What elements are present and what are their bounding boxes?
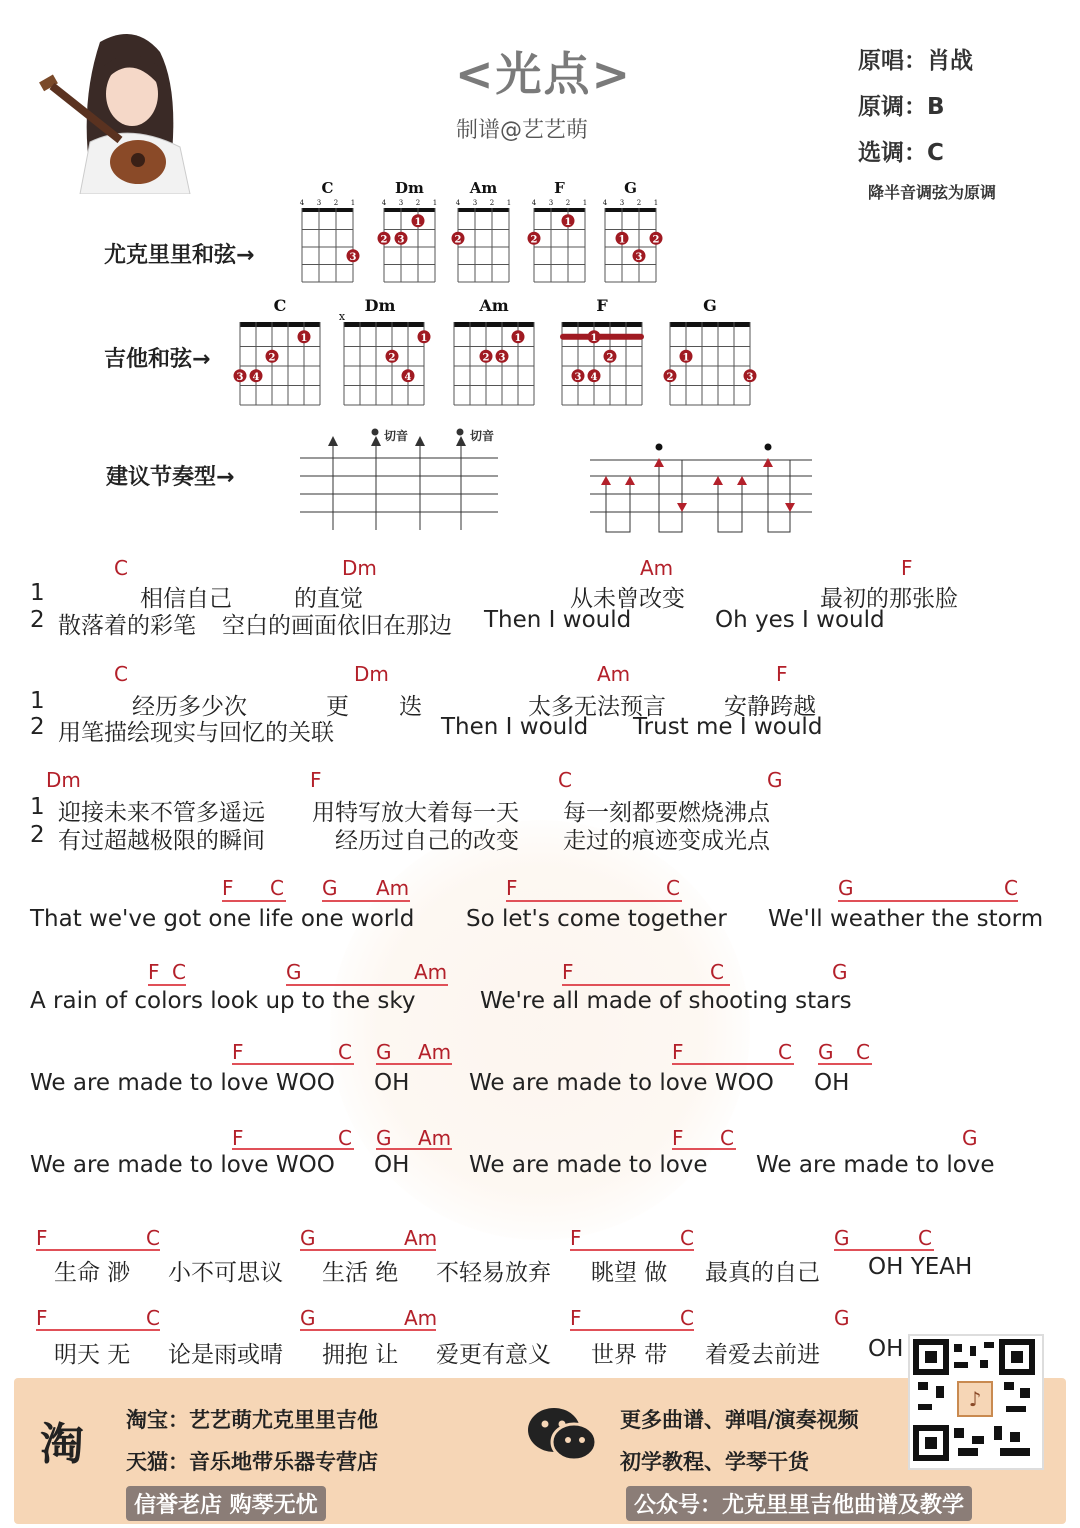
verse-number: 1 bbox=[30, 688, 45, 714]
lyric: We are made to love bbox=[469, 1152, 708, 1178]
chord: G bbox=[818, 1040, 834, 1064]
lyric: 世界 带 bbox=[591, 1342, 668, 1368]
chord: C bbox=[558, 768, 572, 792]
lyric: 着爱去前进 bbox=[705, 1342, 820, 1368]
lyric: We're all made of shooting stars bbox=[480, 988, 852, 1014]
finger-number: 2 bbox=[380, 234, 388, 246]
chord: C bbox=[778, 1040, 792, 1064]
lyric: 用特写放大着每一天 bbox=[312, 800, 519, 826]
chord: Am bbox=[404, 1306, 438, 1330]
chord: G bbox=[376, 1040, 392, 1064]
chord-nut bbox=[670, 322, 750, 327]
chord-underline bbox=[232, 1148, 354, 1150]
chord-underline bbox=[36, 1249, 160, 1251]
ukulele-chords-label: 尤克里里和弦→ bbox=[104, 243, 255, 268]
string-number: 1 bbox=[653, 199, 659, 207]
chord: F bbox=[232, 1040, 244, 1064]
lyric: 空白的画面依旧在那边 bbox=[222, 613, 452, 639]
lyric: 明天 无 bbox=[54, 1342, 131, 1368]
wechat-icon bbox=[526, 1404, 598, 1466]
lyric: That we've got one life one world bbox=[30, 906, 415, 932]
chord: Am bbox=[418, 1040, 452, 1064]
chord-nut bbox=[344, 322, 424, 327]
original-key: 原调：B bbox=[858, 94, 945, 120]
finger-number: 1 bbox=[682, 352, 690, 364]
lyric: 迎接未来不管多遥远 bbox=[58, 800, 265, 826]
lyric: We'll weather the storm bbox=[768, 906, 1044, 932]
guitar-chord-name: F bbox=[596, 296, 608, 315]
string-number: 1 bbox=[582, 199, 588, 207]
rhythm-pattern-2 bbox=[590, 460, 812, 532]
taobao-store[interactable]: 淘宝：艺艺萌尤克里里吉他 bbox=[126, 1408, 378, 1432]
string-number: 2 bbox=[415, 199, 421, 207]
ukulele-chord-name: Dm bbox=[395, 179, 424, 197]
lyric: A rain of colors look up to the sky bbox=[30, 988, 416, 1014]
lyric: 散落着的彩笔 bbox=[58, 613, 196, 639]
guitar-chord-name: C bbox=[273, 296, 287, 315]
finger-number: 2 bbox=[482, 352, 490, 364]
string-number: 3 bbox=[472, 199, 478, 207]
chord: F bbox=[36, 1306, 48, 1330]
string-number: 2 bbox=[636, 199, 642, 207]
lyric: 最真的自己 bbox=[705, 1260, 820, 1286]
rhythm-patterns bbox=[290, 420, 830, 540]
lyric: 论是雨或晴 bbox=[168, 1342, 283, 1368]
lyric: 每一刻都要燃烧沸点 bbox=[563, 800, 770, 826]
lyric: 拥抱 让 bbox=[322, 1342, 399, 1368]
chord-nut bbox=[605, 208, 656, 212]
chord-nut bbox=[562, 322, 642, 327]
lyric: We are made to love WOO bbox=[30, 1152, 335, 1178]
guitar-chord-name: G bbox=[703, 296, 717, 315]
chord: F bbox=[36, 1226, 48, 1250]
finger-number: 3 bbox=[397, 234, 405, 246]
muted-string-marker: x bbox=[338, 310, 346, 323]
more-content-line-2: 初学教程、学琴干货 bbox=[620, 1450, 809, 1474]
lyric: 经历过自己的改变 bbox=[335, 828, 519, 854]
string-number: 2 bbox=[333, 199, 339, 207]
chord: G bbox=[300, 1226, 316, 1250]
chord: C bbox=[680, 1306, 694, 1330]
lyric: 最初的那张脸 bbox=[820, 586, 958, 612]
chord: G bbox=[962, 1126, 978, 1150]
mute-dot bbox=[372, 429, 379, 436]
chosen-key: 选调：C bbox=[858, 140, 944, 166]
arranger-credit: 制谱@艺艺萌 bbox=[456, 118, 589, 143]
verse-number: 2 bbox=[30, 714, 45, 740]
chord: Am bbox=[597, 662, 631, 686]
chord: F bbox=[672, 1040, 684, 1064]
chord: F bbox=[222, 876, 234, 900]
finger-number: 2 bbox=[666, 371, 674, 383]
lyric: 小不可思议 bbox=[168, 1260, 283, 1286]
finger-number: 1 bbox=[420, 332, 428, 344]
chord: G bbox=[834, 1226, 850, 1250]
chord: Am bbox=[376, 876, 410, 900]
lyric: OH bbox=[868, 1336, 904, 1362]
finger-number: 2 bbox=[454, 234, 462, 246]
chord-underline bbox=[232, 1063, 354, 1065]
chord-nut bbox=[384, 208, 435, 212]
chord: F bbox=[232, 1126, 244, 1150]
avatar-illustration bbox=[30, 22, 200, 194]
lyric: Oh yes I would bbox=[715, 607, 885, 633]
finger-number: 1 bbox=[618, 234, 626, 246]
chord-underline bbox=[672, 1063, 794, 1065]
string-number: 1 bbox=[350, 199, 356, 207]
lyric: 从未曾改变 bbox=[570, 586, 685, 612]
chord: G bbox=[834, 1306, 850, 1330]
guitar-chords-label: 吉他和弦→ bbox=[104, 347, 211, 372]
chord: C bbox=[1004, 876, 1018, 900]
chord: C bbox=[146, 1306, 160, 1330]
finger-number: 4 bbox=[404, 371, 412, 383]
chord: F bbox=[562, 960, 574, 984]
ukulele-chord-name: G bbox=[624, 179, 637, 197]
rhythm-label: 建议节奏型→ bbox=[106, 465, 235, 490]
chord: C bbox=[856, 1040, 870, 1064]
finger-number: 4 bbox=[590, 371, 598, 383]
string-number: 4 bbox=[455, 199, 461, 207]
tuning-note: 降半音调弦为原调 bbox=[868, 183, 997, 202]
string-number: 2 bbox=[565, 199, 571, 207]
string-number: 4 bbox=[381, 199, 387, 207]
chord-nut bbox=[454, 322, 534, 327]
chord: C bbox=[720, 1126, 734, 1150]
chord-underline bbox=[838, 900, 1018, 902]
lyric: Trust me I would bbox=[633, 714, 823, 740]
chord-underline bbox=[36, 1329, 160, 1331]
finger-number: 2 bbox=[652, 234, 660, 246]
chord: G bbox=[300, 1306, 316, 1330]
verse-number: 2 bbox=[30, 607, 45, 633]
original-singer: 原唱：肖战 bbox=[858, 48, 973, 74]
chord-nut bbox=[240, 322, 320, 327]
finger-number: 1 bbox=[514, 332, 522, 344]
verse-number: 1 bbox=[30, 794, 45, 820]
chord: G bbox=[838, 876, 854, 900]
qr-code-icon bbox=[910, 1336, 1038, 1464]
finger-number: 3 bbox=[349, 251, 357, 263]
finger-number: 4 bbox=[252, 371, 260, 383]
mute-dot bbox=[457, 429, 464, 436]
chord: Dm bbox=[46, 768, 81, 792]
string-number: 1 bbox=[432, 199, 438, 207]
chord-underline bbox=[570, 1329, 694, 1331]
chord-underline bbox=[506, 900, 682, 902]
chord: G bbox=[322, 876, 338, 900]
more-content-line-1: 更多曲谱、弹唱/演奏视频 bbox=[620, 1408, 859, 1432]
chord: C bbox=[114, 556, 128, 580]
chord-nut bbox=[534, 208, 585, 212]
chord: F bbox=[570, 1226, 582, 1250]
finger-number: 2 bbox=[388, 352, 396, 364]
trust-badge: 信誉老店 购琴无忧 bbox=[126, 1486, 326, 1521]
tmall-store[interactable]: 天猫：音乐地带乐器专营店 bbox=[126, 1450, 378, 1474]
chord: C bbox=[680, 1226, 694, 1250]
finger-number: 1 bbox=[590, 332, 598, 344]
chord: Am bbox=[640, 556, 674, 580]
chord: G bbox=[286, 960, 302, 984]
chord-nut bbox=[302, 208, 353, 212]
lyric: We are made to love WOO bbox=[30, 1070, 335, 1096]
lyric: We are made to love WOO bbox=[469, 1070, 774, 1096]
finger-number: 1 bbox=[564, 216, 572, 228]
lyric: 爱更有意义 bbox=[436, 1342, 551, 1368]
lyric: 经历多少次 bbox=[132, 694, 247, 720]
chord-nut bbox=[458, 208, 509, 212]
finger-number: 3 bbox=[574, 371, 582, 383]
string-number: 4 bbox=[299, 199, 305, 207]
chord: F bbox=[776, 662, 788, 686]
lyric: 迭 bbox=[399, 694, 422, 720]
chord: F bbox=[310, 768, 322, 792]
lyric: Then I would bbox=[441, 714, 589, 740]
chord: C bbox=[270, 876, 284, 900]
chord-underline bbox=[562, 984, 730, 986]
mute-label-1: 切音 bbox=[384, 429, 409, 443]
chord: F bbox=[148, 960, 160, 984]
lyric: 的直觉 bbox=[294, 586, 363, 612]
wechat-account: 公众号：尤克里里吉他曲谱及教学 bbox=[626, 1486, 972, 1521]
chord: C bbox=[172, 960, 186, 984]
chord: C bbox=[338, 1040, 352, 1064]
chord: F bbox=[901, 556, 913, 580]
lyric: 生命 渺 bbox=[54, 1260, 131, 1286]
string-number: 4 bbox=[531, 199, 537, 207]
rhythm-pattern-1 bbox=[300, 440, 498, 530]
chord-underline bbox=[222, 900, 286, 902]
ukulele-chord-name: Am bbox=[469, 179, 498, 197]
chord: Dm bbox=[342, 556, 377, 580]
string-number: 3 bbox=[316, 199, 322, 207]
finger-number: 3 bbox=[236, 371, 244, 383]
chord: Am bbox=[404, 1226, 438, 1250]
chord: C bbox=[918, 1226, 932, 1250]
lyric: OH bbox=[374, 1070, 410, 1096]
finger-number: 1 bbox=[414, 216, 422, 228]
string-number: 1 bbox=[506, 199, 512, 207]
lyric: 眺望 做 bbox=[591, 1260, 668, 1286]
lyric: 不轻易放弃 bbox=[436, 1260, 551, 1286]
string-number: 3 bbox=[548, 199, 554, 207]
ukulele-chord-name: C bbox=[321, 179, 334, 197]
string-number: 2 bbox=[489, 199, 495, 207]
lyric: OH bbox=[374, 1152, 410, 1178]
chord-diagrams bbox=[0, 170, 800, 410]
finger-number: 3 bbox=[498, 352, 506, 364]
chord: Am bbox=[418, 1126, 452, 1150]
finger-number: 3 bbox=[746, 371, 754, 383]
chord: C bbox=[114, 662, 128, 686]
chord: F bbox=[672, 1126, 684, 1150]
lyric: OH YEAH bbox=[868, 1254, 973, 1280]
verse-number: 2 bbox=[30, 822, 45, 848]
chord: G bbox=[832, 960, 848, 984]
chord: Dm bbox=[354, 662, 389, 686]
lyric: 太多无法预言 bbox=[528, 694, 666, 720]
string-number: 3 bbox=[619, 199, 625, 207]
chord: F bbox=[506, 876, 518, 900]
string-number: 4 bbox=[602, 199, 608, 207]
chord: C bbox=[338, 1126, 352, 1150]
chord: C bbox=[710, 960, 724, 984]
chord: Am bbox=[414, 960, 448, 984]
barre bbox=[560, 334, 644, 340]
qr-code[interactable] bbox=[908, 1334, 1044, 1470]
chord-underline bbox=[148, 984, 186, 986]
lyric: OH bbox=[814, 1070, 850, 1096]
guitar-chord-name: Am bbox=[479, 296, 509, 315]
string-number: 3 bbox=[398, 199, 404, 207]
lyric: 更 bbox=[326, 694, 349, 720]
lyric: We are made to love bbox=[756, 1152, 995, 1178]
finger-number: 3 bbox=[635, 251, 643, 263]
ukulele-chord-name: F bbox=[554, 179, 565, 197]
lyric: 安静跨越 bbox=[724, 694, 816, 720]
mute-label-2: 切音 bbox=[470, 429, 495, 443]
lyric: 用笔描绘现实与回忆的关联 bbox=[58, 720, 334, 746]
finger-number: 1 bbox=[300, 332, 308, 344]
chord-underline bbox=[570, 1249, 694, 1251]
lyric: 相信自己 bbox=[140, 586, 232, 612]
svg-text:♪: ♪ bbox=[968, 1387, 982, 1411]
finger-number: 2 bbox=[530, 234, 538, 246]
chord: G bbox=[767, 768, 783, 792]
chord: C bbox=[666, 876, 680, 900]
chord-underline bbox=[322, 900, 410, 902]
lyric: 有过超越极限的瞬间 bbox=[58, 828, 265, 854]
guitar-chord-name: Dm bbox=[364, 296, 396, 315]
chord-underline bbox=[286, 984, 448, 986]
tao-icon: 淘 bbox=[40, 1419, 84, 1470]
lyric: Then I would bbox=[484, 607, 632, 633]
finger-number: 2 bbox=[268, 352, 276, 364]
song-title: <光点> bbox=[455, 47, 633, 101]
lyric: 生活 绝 bbox=[322, 1260, 399, 1286]
chord: F bbox=[570, 1306, 582, 1330]
verse-number: 1 bbox=[30, 580, 45, 606]
chord: G bbox=[376, 1126, 392, 1150]
finger-number: 2 bbox=[606, 352, 614, 364]
chord: C bbox=[146, 1226, 160, 1250]
lyric: 走过的痕迹变成光点 bbox=[563, 828, 770, 854]
lyric: So let's come together bbox=[466, 906, 727, 932]
